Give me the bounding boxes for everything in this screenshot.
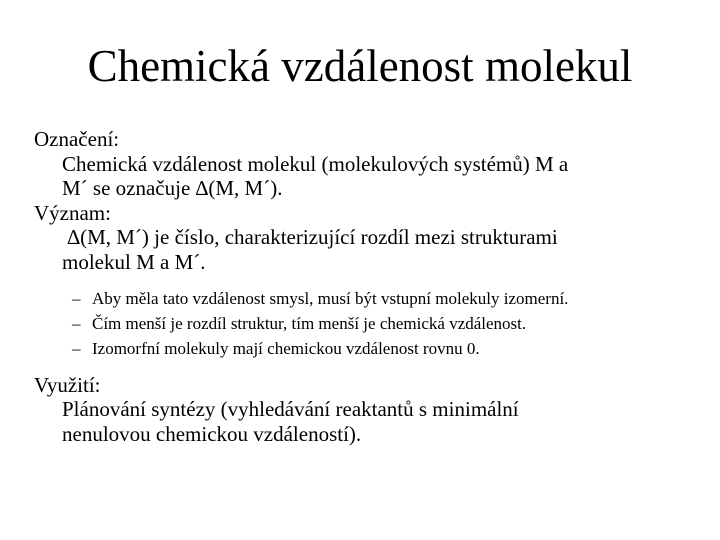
list-item bbox=[72, 336, 674, 361]
list-item bbox=[72, 286, 674, 311]
slide-body bbox=[34, 127, 674, 446]
bullet-text: Aby měla tato vzdálenost smysl, musí být vstupní molekuly izomerní. bbox=[92, 288, 569, 308]
section-line: Chemická vzdálenost molekul (molekulových systémů) M a bbox=[62, 151, 569, 176]
slide-title: Chemická vzdálenost molekul bbox=[87, 41, 633, 91]
section-heading-vyznam: Význam: bbox=[34, 200, 111, 225]
bullet-list bbox=[72, 286, 674, 361]
list-item bbox=[72, 311, 674, 336]
section-line: molekul M a M´. bbox=[62, 249, 206, 274]
section-line: nenulovou chemickou vzdáleností). bbox=[62, 421, 362, 446]
section-line: ∆(M, M´) je číslo, charakterizující rozdíl mezi strukturami bbox=[62, 225, 558, 250]
bullet-dash: – bbox=[72, 288, 81, 308]
bullet-text: Čím menší je rozdíl struktur, tím menší je chemická vzdálenost. bbox=[92, 313, 527, 333]
bullet-dash: – bbox=[72, 338, 81, 358]
section-heading-vyuziti: Využití: bbox=[34, 372, 101, 397]
bullet-text: Izomorfní molekuly mají chemickou vzdálenost rovnu 0. bbox=[92, 338, 480, 358]
section-line: Plánování syntézy (vyhledávání reaktantů s minimální bbox=[62, 397, 519, 422]
section-heading-oznaceni: Označení: bbox=[34, 127, 120, 151]
section-line: M´ se označuje ∆(M, M´). bbox=[62, 176, 283, 201]
bullet-dash: – bbox=[72, 313, 81, 333]
